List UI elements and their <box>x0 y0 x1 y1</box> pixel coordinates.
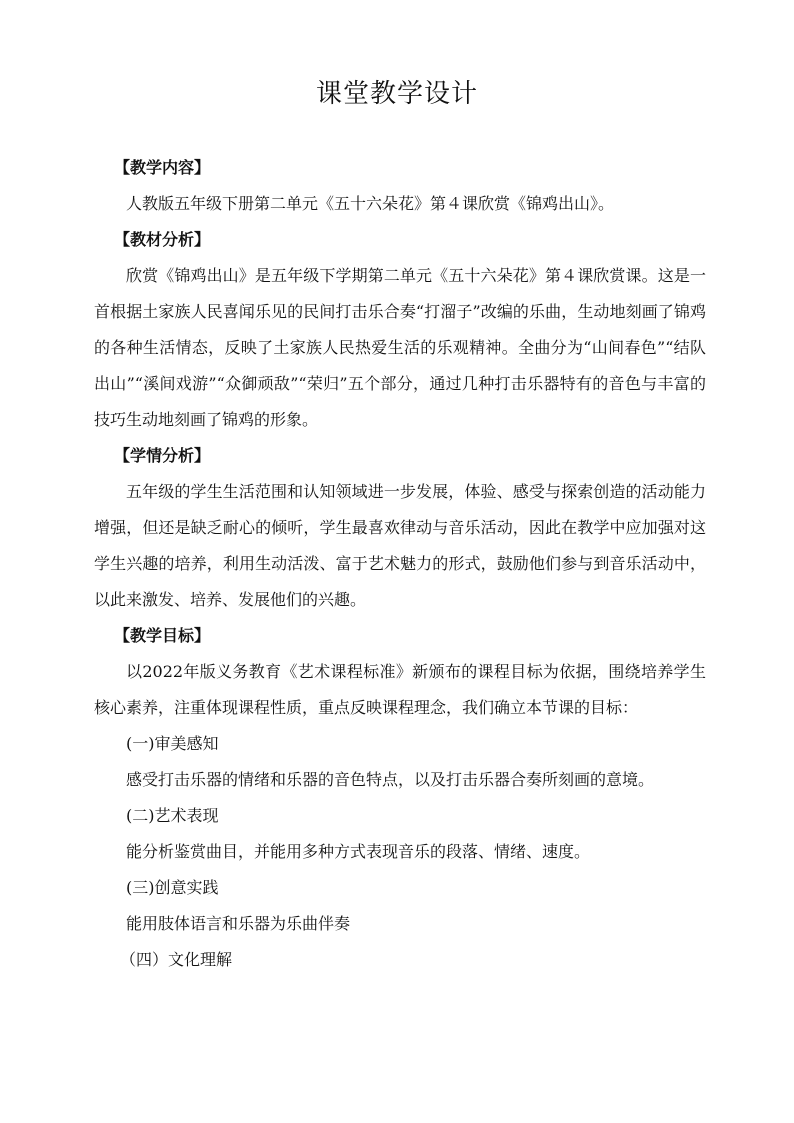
goal1-label: (一)审美感知 <box>126 734 219 753</box>
goal2-label: (二)艺术表现 <box>126 806 219 825</box>
goal3-paragraph: 能用肢体语言和乐器为乐曲伴奏 <box>126 914 351 933</box>
section-heading-goals: 【教学目标】 <box>114 626 211 645</box>
section-heading-material: 【教材分析】 <box>114 230 211 249</box>
material-paragraph: 欣赏《锦鸡出山》是五年级下学期第二单元《五十六朵花》第４课欣赏课。这是一首根据土家族人民喜闻乐见的民间打击乐合奏“打溜子”改编的乐曲，生动地刻画了锦鸡的各种生活情态，反映了土家族人民热爱生活的乐观精神。全曲分为“山间春色”“结队出山”“溪间戏游”“众御顽敌”“荣归”五个部分，通过几种打击乐器特有的音色与丰富的技巧生动地刻画了锦鸡的形象。 <box>94 266 706 429</box>
goals-intro-paragraph: 以2022年版义务教育《艺术课程标准》新颁布的课程目标为依据，围绕培养学生核心素养，注重体现课程性质，重点反映课程理念，我们确立本节课的目标： <box>94 662 706 717</box>
goal2-paragraph: 能分析鉴赏曲目，并能用多种方式表现音乐的段落、情绪、速度。 <box>126 842 591 861</box>
page-title: 课堂教学设计 <box>315 79 478 109</box>
goal4-label: （四）文化理解 <box>120 950 233 969</box>
goal3-label: (三)创意实践 <box>126 878 219 897</box>
content-paragraph: 人教版五年级下册第二单元《五十六朵花》第４课欣赏《锦鸡出山》。 <box>126 194 615 213</box>
goal1-paragraph: 感受打击乐器的情绪和乐器的音色特点，以及打击乐器合奏所刻画的意境。 <box>126 770 655 789</box>
students-paragraph: 五年级的学生生活范围和认知领域进一步发展，体验、感受与探索创造的活动能力增强，但还是缺乏耐心的倾听，学生最喜欢律动与音乐活动，因此在教学中应加强对这学生兴趣的培养，利用生动活泼、富于艺术魅力的形式，鼓励他们参与到音乐活动中，以此来激发、培养、发展他们的兴趣。 <box>94 482 706 609</box>
section-heading-content: 【教学内容】 <box>114 158 211 177</box>
document-body <box>94 150 706 978</box>
section-heading-students: 【学情分析】 <box>114 446 211 465</box>
